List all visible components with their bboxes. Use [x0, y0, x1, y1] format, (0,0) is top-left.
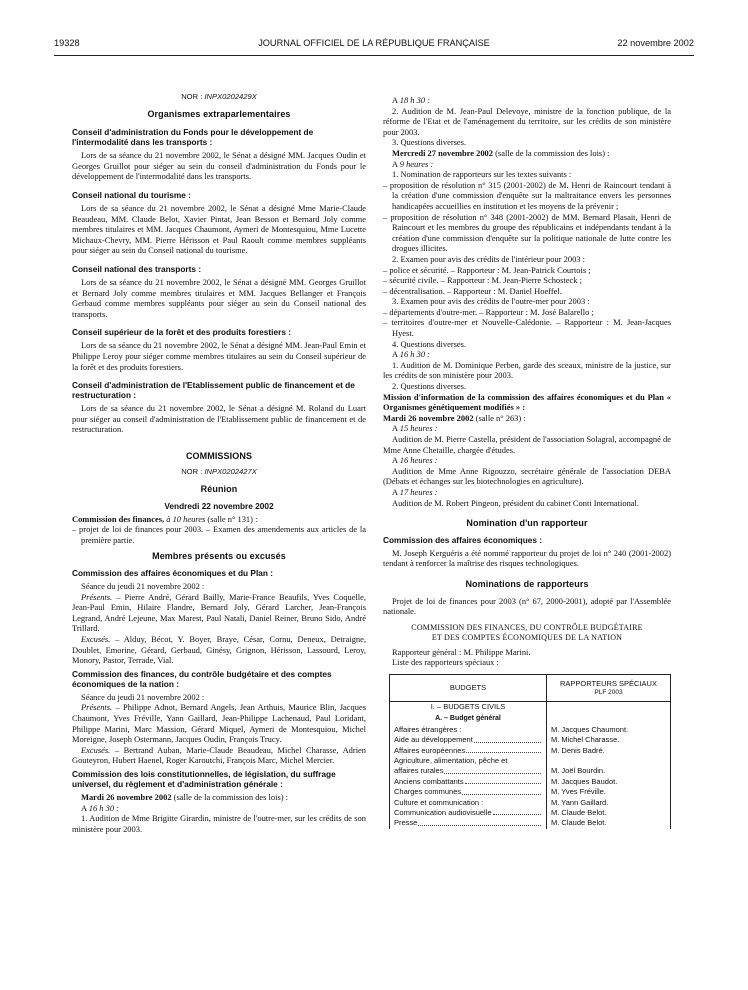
- paragraph: Lors de sa séance du 21 novembre 2002, le Sénat a désigné M. Roland du Luart pour siéger au conseil d'administration de l'Etablissement public de financement et de restructuration.: [72, 403, 366, 435]
- rapporteur-cell: [547, 756, 671, 766]
- page-header: [54, 38, 694, 52]
- paragraph: Audition de M. Pierre Castella, président de l'association Solagral, accompagné de Mme Anne Chetaille, chargée d'études.: [383, 434, 671, 455]
- date-heading: Vendredi 22 novembre 2002: [164, 500, 274, 511]
- list-item: – projet de loi de finances pour 2003. – Examen des amendements aux articles de la première partie.: [72, 524, 366, 545]
- section-title: Membres présents ou excusés: [152, 551, 286, 562]
- date-heading: Mardi 26 novembre 2002 (salle n° 263) :: [383, 412, 526, 423]
- rapporteur-cell: M. Jacques Chaumont.: [547, 725, 671, 735]
- nor-reference: NOR : INPX0202427X: [181, 467, 257, 477]
- paragraph: Séance du jeudi 21 novembre 2002 :: [81, 581, 205, 592]
- budget-cell: Affaires européennes: [390, 746, 547, 756]
- paragraph: Lors de sa séance du 21 novembre 2002, le Sénat a désigné MM. Georges Gruillot et Bernard Joly comme membres titulaires et MM. Jacques Bellanger et François Gerbaud comme membres suppléants pour siéger au sein du Conseil national des transports.: [72, 276, 366, 319]
- table-header: RAPPORTEURS SPÉCIAUX PLF 2003: [547, 674, 671, 701]
- budget-cell: Aide au développement: [390, 735, 547, 745]
- paragraph: Lors de sa séance du 21 novembre 2002, le Sénat a désigné MM. Jean-Paul Emin et Philippe Leroy pour siéger comme membres titulaires au sein du Conseil supérieur de la forêt et des produits forestiers.: [72, 340, 366, 372]
- subsection-heading: Conseil national des transports :: [72, 263, 202, 274]
- subsection-heading: Conseil d'administration de l'Etablissement public de financement et de restructuration :: [72, 380, 355, 401]
- section-title: Organismes extraparlementaires: [147, 108, 291, 119]
- paragraph: A 9 heures :: [392, 158, 434, 169]
- subsection-heading: Commission des affaires économiques :: [383, 534, 543, 545]
- section-title: Nomination d'un rapporteur: [466, 518, 588, 529]
- left-column: [72, 92, 366, 834]
- table-header: BUDGETS: [390, 674, 547, 701]
- table-row: [390, 777, 671, 787]
- paragraph: 2. Questions diverses.: [392, 381, 467, 392]
- paragraph: 1. Nomination de rapporteurs sur les textes suivants :: [392, 169, 572, 180]
- page-number: 19328: [54, 38, 80, 48]
- list-item: – police et sécurité. – Rapporteur : M. Jean-Patrick Courtois ;: [383, 264, 591, 275]
- paragraph: A 16 h 30 :: [81, 802, 119, 813]
- paragraph: Liste des rapporteurs spéciaux :: [392, 657, 499, 668]
- paragraph: Présents. – Pierre André, Gérard Bailly, Marie-France Beaufils, Yves Coquelle, Jean-Paul Emin, Hilaire Flandre, Bernard Joly, Gérard Larcher, Jean-François Legrand, André Lejeune, Max Marest, Paul Natali, Daniel Reiner, Bruno Sido, André Trillard.: [72, 591, 367, 634]
- paragraph: 1. Audition de M. Dominique Perben, garde des sceaux, ministre de la justice, sur les crédits de son ministère pour 2003.: [383, 359, 671, 381]
- rapporteur-cell: M. Jacques Baudot.: [547, 777, 671, 787]
- paragraph: A 17 heures :: [392, 486, 438, 497]
- list-item: – départements d'outre-mer. – Rapporteur : M. José Balarello ;: [383, 306, 594, 317]
- paragraph: M. Joseph Kerguéris a été nommé rapporteur du projet de loi n° 240 (2001-2002) tendant à renforcer la maîtrise des risques technologiques.: [383, 547, 671, 569]
- budget-cell: Culture et communication :: [390, 798, 547, 808]
- rapporteur-cell: M. Joël Bourdin.: [547, 766, 671, 776]
- paragraph: 3. Questions diverses.: [392, 137, 467, 148]
- paragraph: 2. Audition de M. Jean-Paul Delevoye, ministre de la fonction publique, de la réforme de l'Etat et de l'aménagement du territoire, sur les crédits de son ministère pour 2003.: [383, 105, 671, 137]
- list-item: – sécurité civile. – Rapporteur : M. Jean-Pierre Schosteck ;: [383, 275, 582, 286]
- table-row: [390, 818, 671, 828]
- paragraph: Commission des finances, à 10 heures (salle n° 131) :: [72, 513, 258, 524]
- section-title: COMMISSIONS: [185, 450, 253, 461]
- budget-cell: Communication audiovisuelle: [390, 808, 547, 818]
- table-row: [390, 735, 671, 745]
- table-row: [390, 798, 671, 808]
- budget-cell: Affaires étrangères :: [390, 725, 547, 735]
- paragraph: Présents. – Philippe Adnot, Bernard Angels, Jean Arthuis, Maurice Blin, Jacques Chaumont, Yves Fréville, Yann Gaillard, Jean-Philippe Lachenaud, Paul Loridant, Philippe Marini, Marc Massion, Gérard Miquel, Aymeri de Montesquiou, Michel Moreigne, Joseph Ostermann, Jacques Oudin, François Trucy.: [72, 702, 366, 745]
- paragraph: Excusés. – Bertrand Auban, Marie-Claude Beaudeau, Michel Charasse, Adrien Gouteyron, Hubert Haenel, Roger Karoutchi, François Marc, Michel Mercier.: [72, 744, 366, 766]
- subsection-heading: Conseil supérieur de la forêt et des produits forestiers :: [72, 327, 291, 338]
- journal-title: JOURNAL OFFICIEL DE LA RÉPUBLIQUE FRANÇAISE: [258, 38, 490, 48]
- subsection-heading: Commission des finances, du contrôle budgétaire et des comptes économiques de la nation :: [72, 668, 332, 689]
- table-body: [390, 701, 671, 828]
- right-column: [383, 95, 671, 829]
- paragraph: Mercredi 27 novembre 2002 (salle de la commission des lois) :: [392, 147, 610, 158]
- list-item: – territoires d'outre-mer et Nouvelle-Calédonie. – Rapporteur : M. Jean-Jacques Hyest.: [383, 317, 671, 339]
- paragraph: Projet de loi de finances pour 2003 (n° 67, 2000-2001), adopté par l'Assemblée nationale.: [383, 595, 671, 617]
- issue-date: 22 novembre 2002: [617, 38, 694, 48]
- paragraph: A 18 h 30 :: [392, 95, 430, 105]
- subsection-heading: Commission des affaires économiques et du Plan :: [72, 568, 274, 579]
- paragraph: Lors de sa séance du 21 novembre 2002, le Sénat a désigné Mme Marie-Claude Beaudeau, MM. Claude Belot, Xavier Pintat, Jean Besson et Bernard Joly comme membres titulaires et MM. Jacques Chaumont, Aymeri de Montesquiou, Mme Lucette Michaux-Chevry, MM. Pierre Hérisson et Paul Raoult comme membres suppléants pour siéger au sein du Conseil national du tourisme.: [72, 202, 366, 256]
- list-item: – proposition de résolution n° 315 (2001-2002) de M. Henri de Raincourt tendant à la création d'une commission d'enquête sur la maltraitance envers les personnes handicapées accueillies en institution et les moyens de la prévenir ;: [383, 179, 671, 211]
- subsection-heading: Mission d'information de la commission des affaires économiques et du Plan « Organismes génétiquement modifiés » :: [383, 391, 671, 413]
- budget-cell: Presse: [390, 818, 547, 828]
- group-label: I. – BUDGETS CIVILS A. – Budget général: [390, 701, 547, 724]
- commission-caption: COMMISSION DES FINANCES, DU CONTRÔLE BUDGÉTAIRE ET DES COMPTES ÉCONOMIQUES DE LA NATION: [411, 622, 643, 642]
- rapporteur-cell: M. Claude Belot.: [547, 808, 671, 818]
- paragraph: 2. Examen pour avis des crédits de l'intérieur pour 2003 :: [392, 253, 585, 264]
- rapporteur-cell: M. Yves Fréville.: [547, 787, 671, 797]
- rapporteur-cell: M. Claude Belot.: [547, 818, 671, 828]
- paragraph: Lors de sa séance du 21 novembre 2002, le Sénat a désigné MM. Jacques Oudin et Georges Gruillot pour siéger au sein du conseil d'administration du Fonds pour le développement de l'intermodalité dans les transports.: [72, 150, 366, 182]
- header-rule: [54, 55, 694, 56]
- budget-cell: Agriculture, alimentation, pêche et: [390, 756, 547, 766]
- table-row: [390, 725, 671, 735]
- subsection-heading: Commission des lois constitutionnelles, de législation, du suffrage universel, du règlement et d'administration générale :: [72, 768, 336, 789]
- subsection-heading: Conseil d'administration du Fonds pour le développement de l'intermodalité dans les transports :: [72, 127, 314, 148]
- paragraph: 1. Audition de Mme Brigitte Girardin, ministre de l'outre-mer, sur les crédits de son ministère pour 2003.: [72, 813, 366, 834]
- paragraph: 4. Questions diverses.: [392, 338, 467, 349]
- budget-cell: Anciens combattants: [390, 777, 547, 787]
- paragraph: A 15 heures :: [392, 423, 438, 434]
- table-row: [390, 766, 671, 776]
- list-item: – proposition de résolution n° 348 (2001-2002) de MM. Bernard Plasait, Henri de Raincourt et les membres du groupe des républicains et indépendants tendant à la création d'une commission d'enquête sur la politique nationale de lutte contre les drogues illicites.: [383, 211, 671, 254]
- paragraph: Audition de Mme Anne Rigouzzo, secrétaire générale de l'association DEBA (Débats et échanges sur les biotechnologies en agriculture).: [383, 465, 671, 487]
- rapporteur-cell: M. Michel Charasse.: [547, 735, 671, 745]
- paragraph: Audition de M. Robert Pingeon, président du cabinet Conti International.: [392, 497, 639, 508]
- table-row: [390, 808, 671, 818]
- paragraph: Séance du jeudi 21 novembre 2002 :: [81, 691, 205, 702]
- subsection-heading: Conseil national du tourisme :: [72, 189, 191, 200]
- list-item: – décentralisation. – Rapporteur : M. Daniel Hoeffel.: [383, 285, 562, 296]
- table-row: [390, 746, 671, 756]
- paragraph: A 16 heures :: [392, 455, 438, 466]
- paragraph: A 16 h 30 :: [392, 349, 430, 360]
- section-title: Réunion: [200, 484, 238, 495]
- table-row: [390, 756, 671, 766]
- paragraph: Excusés. – Alduy, Bécot, Y. Boyer, Braye, César, Cornu, Deneux, Detraigne, Doublet, Emorine, Gérard, Gerbaud, Ginésy, Grignon, Hérisson, Lassourd, Leroy, Monory, Pastor, Terrade, Vial.: [72, 634, 367, 666]
- paragraph: Mardi 26 novembre 2002 (salle de la commission des lois) :: [81, 791, 289, 802]
- rapporteur-cell: M. Yann Gaillard.: [547, 798, 671, 808]
- section-title: Nominations de rapporteurs: [465, 578, 589, 589]
- nor-reference: NOR : INPX0202429X: [181, 92, 257, 101]
- paragraph: Rapporteur général : M. Philippe Marini.: [392, 646, 531, 657]
- budget-cell: affaires rurales: [390, 766, 547, 776]
- paragraph: 3. Examen pour avis des crédits de l'outre-mer pour 2003 :: [392, 296, 590, 307]
- budget-cell: Charges communes: [390, 787, 547, 797]
- budget-table: [389, 674, 671, 829]
- rapporteur-cell: M. Denis Badré.: [547, 746, 671, 756]
- table-row: [390, 787, 671, 797]
